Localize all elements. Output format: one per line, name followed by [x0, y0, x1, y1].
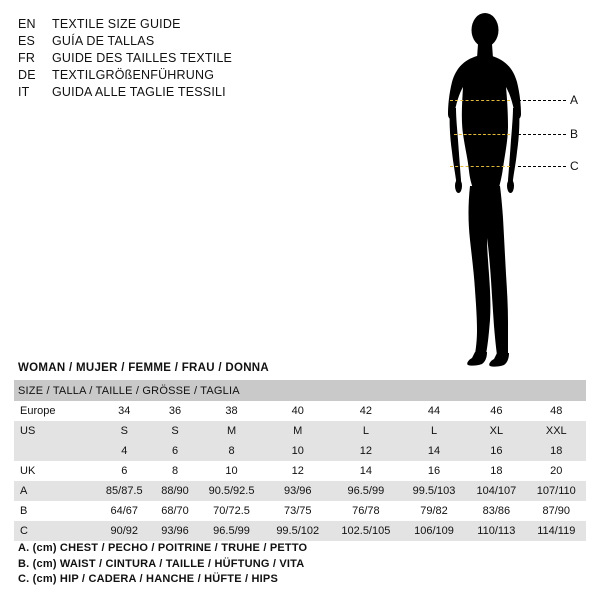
cell: 93/96 — [153, 521, 198, 541]
note-c: C. (cm) HIP / CADERA / HANCHE / HÜFTE / HIPS — [18, 573, 278, 585]
table-row — [14, 501, 586, 521]
cell: 34 — [96, 401, 153, 421]
language-code-es: ES — [18, 34, 36, 48]
measure-label-a: A — [570, 93, 579, 107]
cell: 96.5/99 — [330, 481, 402, 501]
cell: 46 — [466, 401, 526, 421]
cell: 36 — [153, 401, 198, 421]
cell: 99.5/102 — [266, 521, 330, 541]
language-title-list — [18, 16, 318, 101]
table-header-label: SIZE / TALLA / TAILLE / GRÖSSE / TAGLIA — [14, 380, 586, 401]
cell: 79/82 — [402, 501, 466, 521]
table-row — [14, 521, 586, 541]
cell: XXL — [527, 421, 586, 441]
section-title: WOMAN / MUJER / FEMME / FRAU / DONNA — [18, 362, 270, 374]
measure-label-b: B — [570, 127, 579, 141]
cell: 16 — [402, 461, 466, 481]
cell: 4 — [96, 441, 153, 461]
cell: 68/70 — [153, 501, 198, 521]
cell: 10 — [197, 461, 265, 481]
cell: 6 — [153, 441, 198, 461]
cell: 87/90 — [527, 501, 586, 521]
cell: 8 — [153, 461, 198, 481]
language-text-en: TEXTILE SIZE GUIDE — [52, 17, 181, 31]
measure-label-c: C — [570, 159, 579, 173]
language-code-it: IT — [18, 85, 30, 99]
cell: XL — [466, 421, 526, 441]
cell: 93/96 — [266, 481, 330, 501]
cell: L — [330, 421, 402, 441]
table-row — [14, 461, 586, 481]
cell: 16 — [466, 441, 526, 461]
cell: 76/78 — [330, 501, 402, 521]
size-table — [14, 380, 586, 541]
cell: 44 — [402, 401, 466, 421]
cell: 64/67 — [96, 501, 153, 521]
measure-line-c — [450, 166, 510, 167]
measurement-notes — [18, 541, 307, 588]
cell: 85/87.5 — [96, 481, 153, 501]
language-text-de: TEXTILGRÖßENFÜHRUNG — [52, 68, 215, 82]
cell: 42 — [330, 401, 402, 421]
cell: S — [153, 421, 198, 441]
cell: 114/119 — [527, 521, 586, 541]
cell: 70/72.5 — [197, 501, 265, 521]
cell: 83/86 — [466, 501, 526, 521]
row-label: A — [14, 481, 96, 501]
cell: 12 — [330, 441, 402, 461]
cell: 18 — [466, 461, 526, 481]
cell: 14 — [402, 441, 466, 461]
cell: M — [197, 421, 265, 441]
table-row — [14, 421, 586, 441]
cell: M — [266, 421, 330, 441]
note-a: A. (cm) CHEST / PECHO / POITRINE / TRUHE / PETTO — [18, 542, 308, 554]
female-body-figure — [420, 8, 590, 373]
cell: 40 — [266, 401, 330, 421]
cell: L — [402, 421, 466, 441]
row-label: Europe — [14, 401, 96, 421]
language-row-de — [18, 67, 318, 84]
cell: 104/107 — [466, 481, 526, 501]
cell: 90.5/92.5 — [197, 481, 265, 501]
measure-line-b — [454, 134, 510, 135]
cell: 12 — [266, 461, 330, 481]
cell: 48 — [527, 401, 586, 421]
body-silhouette-icon — [420, 8, 590, 373]
table-row — [14, 401, 586, 421]
cell: 14 — [330, 461, 402, 481]
cell: 88/90 — [153, 481, 198, 501]
cell: 96.5/99 — [197, 521, 265, 541]
row-label — [14, 441, 96, 461]
cell: 102.5/105 — [330, 521, 402, 541]
cell: 90/92 — [96, 521, 153, 541]
language-row-en — [18, 16, 318, 33]
measure-line-a-extension — [518, 100, 566, 101]
cell: S — [96, 421, 153, 441]
cell: 8 — [197, 441, 265, 461]
language-text-it: GUIDA ALLE TAGLIE TESSILI — [52, 85, 226, 99]
language-text-fr: GUIDE DES TAILLES TEXTILE — [52, 51, 233, 65]
measure-line-b-extension — [518, 134, 566, 135]
cell: 38 — [197, 401, 265, 421]
language-code-fr: FR — [18, 51, 36, 65]
table-row — [14, 441, 586, 461]
row-label: C — [14, 521, 96, 541]
measure-line-a — [450, 100, 510, 101]
table-header-row — [14, 380, 586, 401]
language-row-it — [18, 84, 318, 101]
row-label: B — [14, 501, 96, 521]
cell: 18 — [527, 441, 586, 461]
cell: 6 — [96, 461, 153, 481]
language-code-en: EN — [18, 17, 36, 31]
cell: 99.5/103 — [402, 481, 466, 501]
cell: 10 — [266, 441, 330, 461]
cell: 107/110 — [527, 481, 586, 501]
cell: 73/75 — [266, 501, 330, 521]
table-row — [14, 481, 586, 501]
row-label: UK — [14, 461, 96, 481]
row-label: US — [14, 421, 96, 441]
note-b: B. (cm) WAIST / CINTURA / TAILLE / HÜFTUNG / VITA — [18, 557, 305, 570]
language-code-de: DE — [18, 68, 36, 82]
cell: 106/109 — [402, 521, 466, 541]
cell: 110/113 — [466, 521, 526, 541]
cell: 20 — [527, 461, 586, 481]
language-row-es — [18, 33, 318, 50]
language-row-fr — [18, 50, 318, 67]
measure-line-c-extension — [518, 166, 566, 167]
language-text-es: GUÍA DE TALLAS — [52, 34, 155, 48]
